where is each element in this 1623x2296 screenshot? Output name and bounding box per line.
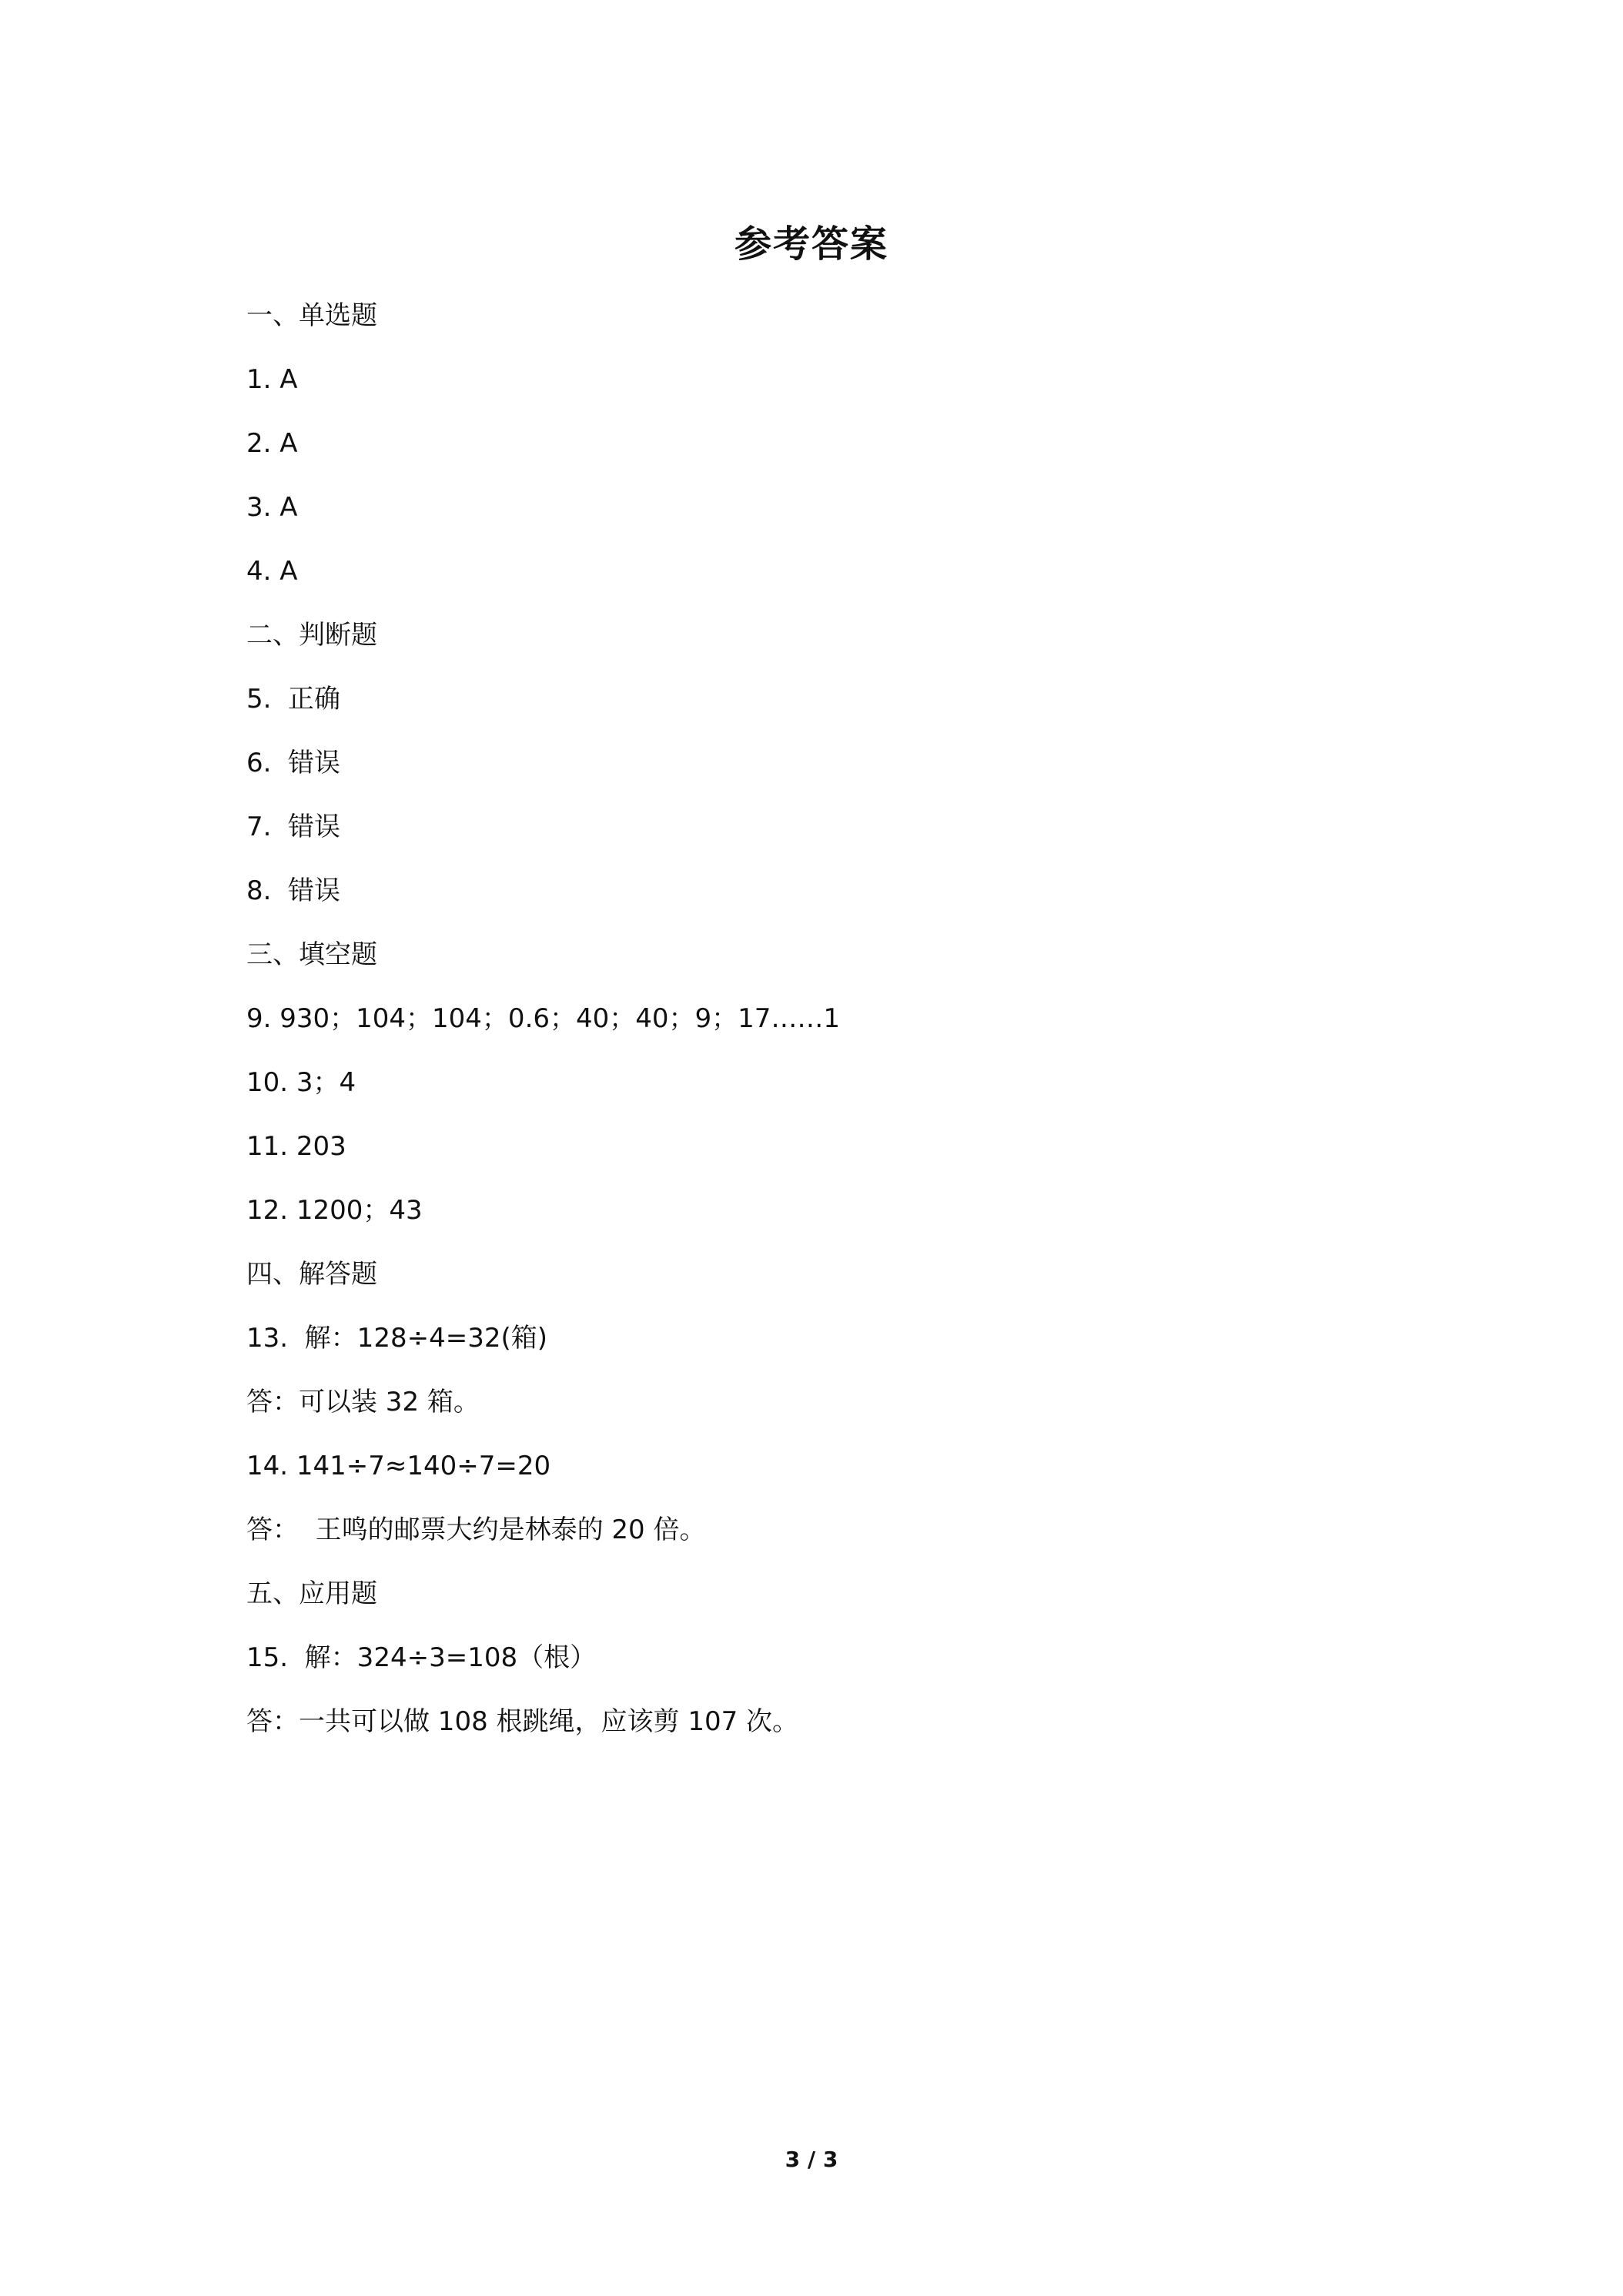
answer-line-13-reply: 答：可以装 32 箱。 (246, 1387, 480, 1417)
answer-line-13: 13. 解：128÷4=32(箱) (246, 1323, 547, 1354)
section-heading-application: 五、应用题 (246, 1578, 377, 1609)
answer-line-15: 15. 解：324÷3=108（根） (246, 1642, 597, 1673)
answer-line-3: 3. A (246, 492, 298, 523)
answer-line-4: 4. A (246, 556, 298, 587)
section-heading-true-false: 二、判断题 (246, 620, 377, 651)
section-heading-solve: 四、解答题 (246, 1259, 377, 1290)
answer-line-6: 6. 错误 (246, 748, 341, 778)
answer-line-15-reply: 答：一共可以做 108 根跳绳，应该剪 107 次。 (246, 1706, 799, 1737)
answer-line-14: 14. 141÷7≈140÷7=20 (246, 1451, 551, 1481)
answer-line-12: 12. 1200；43 (246, 1195, 423, 1226)
answer-line-7: 7. 错误 (246, 812, 341, 842)
answer-line-2: 2. A (246, 428, 298, 459)
page-title: 参考答案 (734, 223, 888, 266)
section-heading-fill-in: 三、填空题 (246, 939, 377, 970)
answer-line-9: 9. 930；104；104；0.6；40；40；9；17……1 (246, 1003, 841, 1034)
answer-line-10: 10. 3；4 (246, 1067, 356, 1098)
answer-line-5: 5. 正确 (246, 684, 341, 715)
answer-line-1: 1. A (246, 364, 298, 395)
answer-line-14-reply: 答： 王鸣的邮票大约是林泰的 20 倍。 (246, 1514, 706, 1545)
page-number: 3 / 3 (785, 2147, 838, 2172)
section-heading-single-choice: 一、单选题 (246, 300, 377, 331)
answer-line-8: 8. 错误 (246, 875, 341, 906)
answer-line-11: 11. 203 (246, 1131, 346, 1162)
